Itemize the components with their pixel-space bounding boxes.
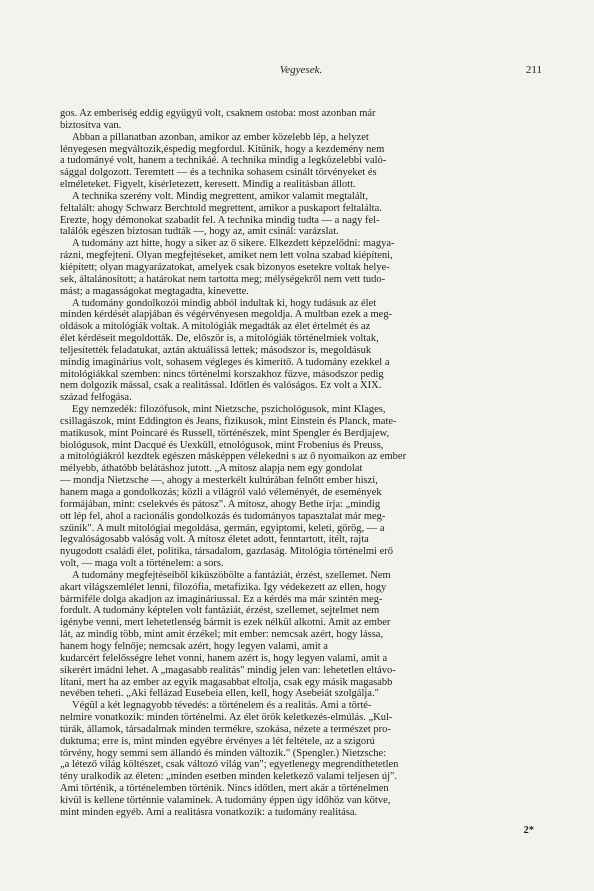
text-line: hanem maga a gondolkozás; közli a világról való véleményét, de események (60, 487, 382, 498)
body-text (60, 108, 542, 819)
text-line: A tudomány megfejtéseiből kiküszöbölte a fantáziát, érzést, szellemet. Nem (72, 569, 391, 581)
text-line: gos. Az emberiség eddig együgyű volt, csaknem ostoba: most azonban már (60, 108, 376, 119)
text-line: mindig imaginárius volt, sohasem végleges és kimerítő. A tudomány ezekkel a (60, 356, 390, 368)
signature-mark: 2* (523, 825, 534, 836)
text-line: mélyebb, áthatóbb belátáshoz jutott. „A mítosz alapja nem egy gondolat (60, 463, 363, 475)
text-line: A tudomány azt hitte, hogy a siker az ő sikere. Elkezdett képzelődni: magya- (72, 238, 395, 250)
text-line: feltalált: ahogy Schwarz Berchtold megrettent, amikor a puskaport feltalálta. (60, 202, 382, 214)
text-line: minden kérdését alapjában és végérvényesen megoldja. A multban ezek a meg- (60, 309, 393, 321)
text-line: törvény, hogy semmi sem állandó és minden változik." (Spengler.) Nietzsche: (60, 747, 387, 759)
text-line: a mitológiákról kezdtek egészen másképpen vélekedni s az ő nyomaikon az ember (60, 451, 407, 463)
text-line: nyugodott családi élet, politika, társadalom, gazdaság. Mitológia történelmi erő (60, 546, 393, 558)
text-line: matikusok, mint Poincaré és Russell, történészek, mint Spengler és Berdjajew, (60, 427, 390, 439)
text-line: mást; a magasságokat megtagadta, kinevette. (60, 285, 249, 297)
page-header (60, 64, 542, 78)
text-line: a tudományé volt, hanem a technikáé. A technika mindig a legközelebbi való- (60, 155, 387, 167)
text-line: sággal dolgozott. Teremtett — és a technika sohasem csinált törvényeket és (60, 167, 377, 179)
text-line: biztosítva van. (60, 119, 122, 131)
text-line: mitológiákkal szemben: nincs történelmi korszakhoz fűzve, másodszor pedig (60, 368, 384, 380)
text-line: legvalóságosabb valóság volt. A mítosz életet adott, fenntartott, ítélt, rajta (60, 534, 369, 546)
text-line: oldások a mitológiák voltak. A mitológiák megadták az élet értelmét és az (60, 321, 371, 333)
text-line: túrák, államok, társadalmak minden termékre, szokása, nézete a természet pro- (60, 723, 391, 735)
text-line: Abban a pillanatban azonban, amikor az ember közelebb lép, a helyzet (72, 131, 369, 143)
text-line: A technika szerény volt. Mindig megrettent, amikor valamit megtalált, (72, 190, 368, 202)
text-line: Érezte, hogy démonokat szabadít fel. A technika mindig tudta — a nagy fel- (60, 214, 380, 226)
text-line: sikerért imádni lehet. A „magasabb realitás" mindig jelen van: lehetetlen eltávo- (60, 664, 396, 676)
text-line: nelmire vonatkozik: minden történelmi. Az élet örök keletkezés-elmúlás. „Kul- (60, 712, 393, 724)
text-line: biológusok, mint Dacqué és Uexküll, etnológusok, mint Frobenius és Preuss, (60, 439, 384, 451)
page-number: 211 (525, 64, 542, 76)
text-line: század felfogása. (60, 392, 132, 404)
text-line: lítani, mert ha az ember az egyik magasabbat eltolja, csak egy másik magasabb (60, 676, 393, 688)
text-line: A tudomány gondolkozói mindig abból indultak ki, hogy tudásuk az élet (72, 297, 377, 309)
text-line: sek, általánosított; a határokat nem tartotta meg; mélységekről nem vett tudo- (60, 273, 386, 285)
text-line: elméleteket. Figyelt, kísérletezett, keresett. Mindig a realitásban állott. (60, 179, 356, 191)
text-line: akart világszemlélet lenni, filozófia, metafizika. Így védekezett az ellen, hogy (60, 581, 387, 593)
text-line: hanem hogy felnője; nemcsak azért, hogy legyen valami, amit a (60, 640, 328, 652)
text-line: találók egészen biztosan tudták —, hogy az, amit csinál: varázslat. (60, 226, 339, 238)
text-line: rázni, megfejteni. Olyan megfejtéseket, amiket nem lett volna szabad kiépíteni, (60, 250, 393, 262)
text-line: igénybe venni, mert lehetetlenség bármit is ezek nélkül alkotni. Amit az ember (60, 617, 391, 629)
text-line: duktuma; erre is, mint minden egyébre érvényes a lét feltétele, az a szigorú (60, 735, 375, 747)
text-line: tény uralkodik az életen: „minden esetben minden keletkező valami teljesen új". (60, 771, 397, 783)
text-line: Ami történik, a történelemben történik. Nincs időtlen, mert akár a történelmen (60, 783, 389, 795)
text-line: bármiféle dolga akadjon az imagináriussal. Ez a kérdés ma már szintén meg- (60, 593, 383, 605)
text-line: volt, — maga volt a történelem: a sors. (60, 558, 224, 570)
text-line: Végül a két legnagyobb tévedés: a történelem és a realitás. Ami a törté- (72, 700, 372, 712)
text-line: kívül is kellene történnie valaminek. A tudomány éppen úgy időhöz van kötve, (60, 794, 391, 806)
text-line: Egy nemzedék: filozófusok, mint Nietzsche, pszichológusok, mint Klages, (72, 404, 386, 416)
text-line: lényegesen megváltozik,éspedig megfordul. Kitűnik, hogy a kezdemény nem (60, 143, 385, 155)
text-line: csillagászok, mint Eddington és Jeans, fizikusok, mint Einstein és Planck, mate- (60, 415, 397, 427)
text-line: mint minden egyéb. Ami a realitásra vonatkozik: a tudomány realitása. (60, 806, 358, 818)
text-line: nevében teheti. „Aki fellázad Eusebeia ellen, kell, hogy Asebeiát szolgálja." (60, 688, 379, 700)
text-line: — mondja Nietzsche —, ahogy a mesterkélt kultúrában felnőtt ember hiszi, (60, 475, 378, 487)
text-line: kudarcért felelősségre lehet vonni, hanem azért is, hogy legyen valami, amit a (60, 652, 388, 664)
text-line: szűnik". A mult mitológiai megoldása, germán, egyiptomi, keleti, görög, — a (60, 522, 385, 534)
text-line: „a létező világ költészet, csak változó világ van"; egyetlenegy megrendíthetetlen (60, 759, 399, 771)
text-line: fordult. A tudomány képtelen volt fantáziát, érzést, szellemet, sejtelmet nem (60, 605, 380, 617)
text-line: kiépített; olyan magyarázatokat, amelyek csak bizonyos esetekre voltak helye- (60, 261, 390, 273)
text-line: élet kérdéseit megoldották. De, először is, a mitológiák történelmiek voltak, (60, 333, 379, 345)
running-title: Vegyesek. (279, 64, 323, 76)
text-line: ott lép fel, ahol a racionális gondolkozás és tudományos tapasztalat már meg- (60, 510, 386, 522)
text-line: teljesítették feladatukat, aztán aktuálissá lettek; másodszor is, megoldásuk (60, 344, 372, 356)
text-line: lát, az mindig több, mint amit érzékel; mit ember: nemcsak azért, hogy lássa, (60, 629, 384, 641)
text-line: formájában, mint: cselekvés és pátosz". A mítosz, ahogy Bethe írja: „mindig (60, 498, 381, 510)
text-line: nem dolgozik mással, csak a realitással. Időtlen és valóságos. Ez volt a XIX. (60, 380, 382, 392)
